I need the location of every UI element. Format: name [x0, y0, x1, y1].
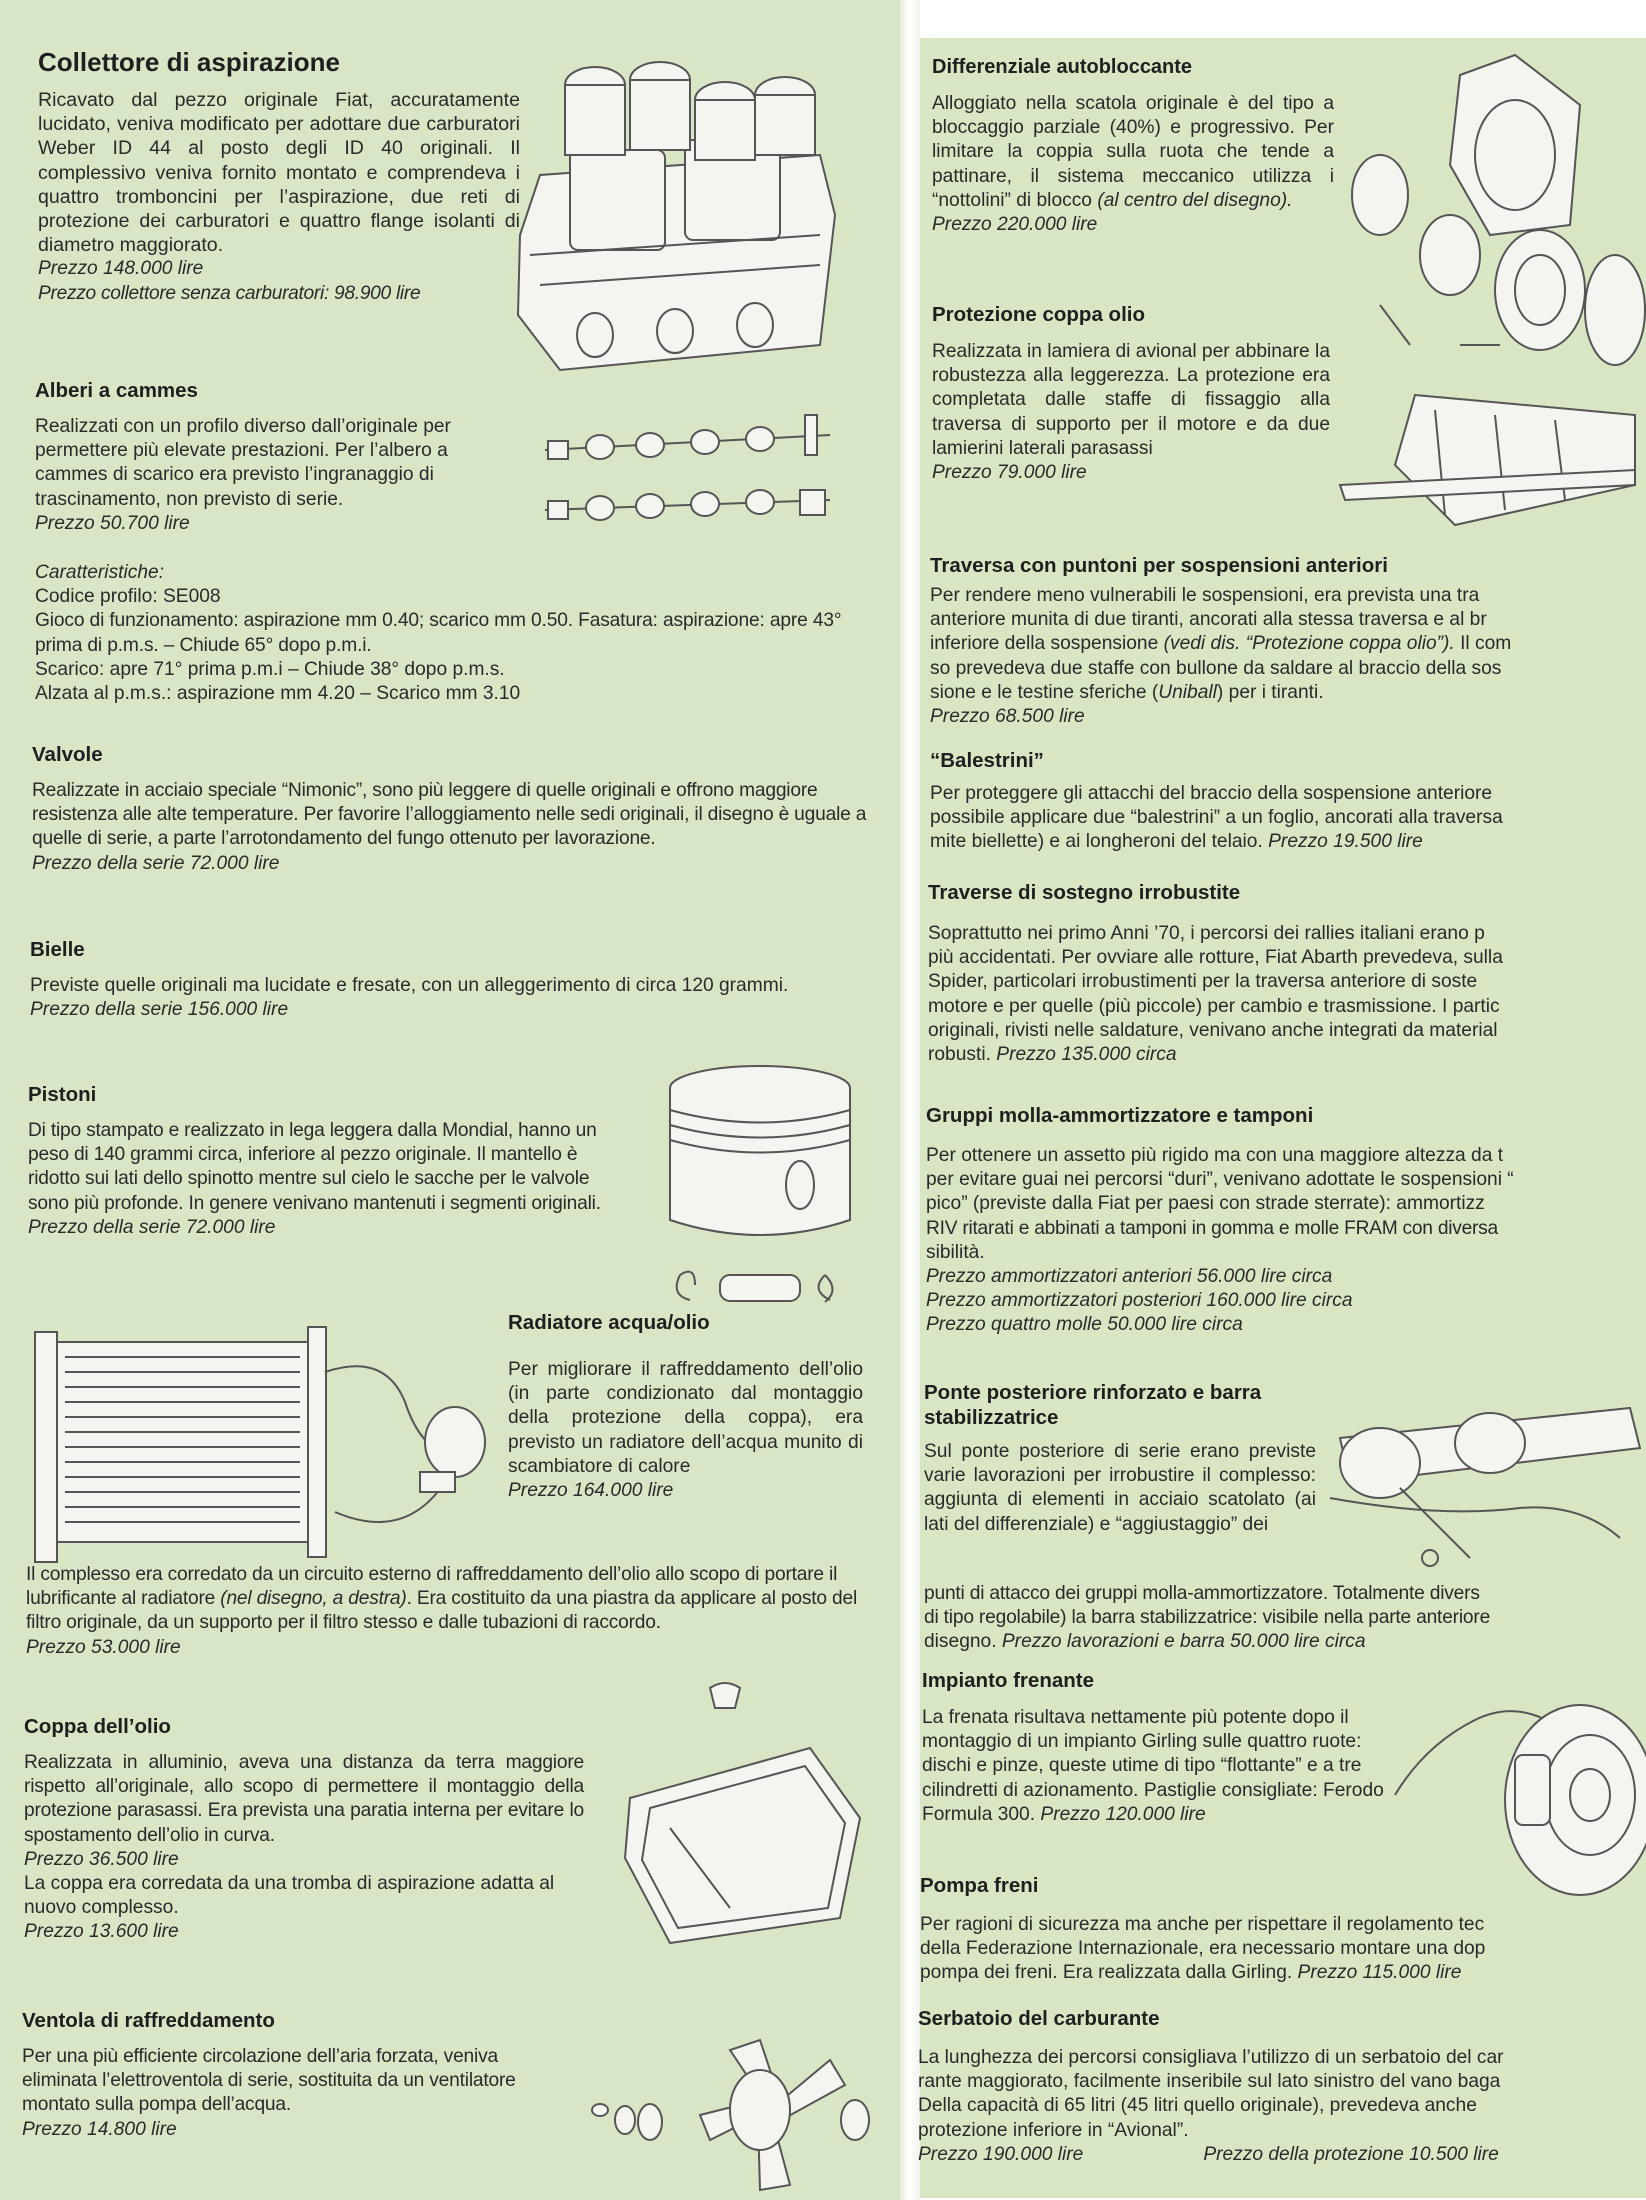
price: Prezzo collettore senza carburatori: 98.900 lire	[38, 282, 421, 304]
section-serbatoio	[918, 2006, 1646, 2167]
section-text: Alloggiato nella scatola originale è del tipo a bloccaggio parziale (40%) e progressivo. Per limitare la coppia sulla ruota che tende a pattinare, il sistema meccanico utilizza i “nottolini” di blocco	[932, 93, 1334, 211]
spec-line: Gioco di funzionamento: aspirazione mm 0.40; scarico mm 0.50. Fasatura: aspirazione: apre 43° prima di p.m.s. – Chiude 65° dopo p.m.i.	[35, 610, 842, 656]
intake-manifold-illustration	[500, 55, 850, 380]
price: Prezzo quattro molle 50.000 lire circa	[926, 1314, 1243, 1336]
section-text: robusti.	[928, 1044, 997, 1066]
section-text: Previste quelle originali ma lucidate e fresate, con un alleggerimento di circa 120 grammi.	[30, 975, 789, 996]
section-title: Bielle	[30, 938, 85, 961]
section-text: La lunghezza dei percorsi consigliava l’utilizzo di un serbatoio del car	[918, 2047, 1504, 2068]
section-title: Pistoni	[28, 1083, 97, 1106]
section-text: pompa dei freni. Era realizzata dalla Girling.	[920, 1962, 1298, 1984]
section-text: per evitare guai nei percorsi “duri”, venivano adottate le sospensioni “	[926, 1169, 1514, 1191]
section-text: mite biellette) e ai longheroni del telaio.	[930, 831, 1269, 853]
section-text: . Era costituito da una piastra da applicare al posto del filtro originale, da un supporto per il filtro stesso e dalle tubazioni di raccordo.	[26, 1588, 858, 1634]
section-text: Per rendere meno vulnerabili le sospensioni, era prevista una tra	[930, 585, 1480, 606]
rear-axle-illustration	[1320, 1388, 1646, 1588]
price: Prezzo 190.000 lire	[918, 2143, 1084, 2165]
section-text: Realizzata in lamiera di avional per abbinare la robustezza alla leggerezza. La protezione era completata dalle staffe di fissaggio alla traversa di supporto per il motore e da due lamierini laterali parasassi	[932, 341, 1330, 459]
price: Prezzo della protezione 10.500 lire	[1203, 2143, 1499, 2165]
cooling-fan-illustration	[580, 2010, 880, 2195]
section-text-italic: Uniball	[1158, 681, 1217, 703]
section-text: rante maggiorato, facilmente inseribile sul lato sinistro del vano baga	[918, 2071, 1501, 2093]
section-valvole	[32, 742, 872, 876]
section-alberi-specs	[35, 561, 885, 706]
price: Prezzo 50.700 lire	[35, 512, 190, 534]
section-ponte-continua	[924, 1582, 1646, 1655]
section-text: più accidentati. Per ovviare alle rotture, Fiat Abarth prevedeva, sulla	[928, 947, 1503, 969]
section-text: motore e per quelle (più piccole) per cambio e trasmissione. I partic	[928, 995, 1500, 1017]
section-text: Il com	[1454, 633, 1512, 655]
section-text: sione e le testine sferiche (	[930, 681, 1159, 703]
section-title: “Balestrini”	[930, 749, 1044, 772]
price: Prezzo ammortizzatori anteriori 56.000 lire circa	[926, 1266, 1333, 1288]
section-title: Collettore di aspirazione	[38, 47, 340, 77]
section-text: Ricavato dal pezzo originale Fiat, accuratamente lucidato, veniva modificato per adottare due carburatori Weber ID 44 al posto degli ID 40 originali. Il complessivo veniva fornito montato e comprendeva i quattro tromboncini per l’aspirazione, due reti di protezione dei carburatori e quattro flange isolanti di diametro maggiorato.	[38, 89, 520, 257]
section-text: Realizzati con un profilo diverso dall’originale per permettere più elevate prestazioni. Per l’albero a cammes di scarico era previsto l’ingranaggio di trascinamento, non previsto di serie.	[35, 416, 451, 510]
section-bielle	[30, 937, 875, 1022]
price: Prezzo 135.000 circa	[996, 1044, 1177, 1066]
section-text: disegno.	[924, 1631, 1002, 1653]
price: Prezzo della serie 72.000 lire	[28, 1216, 276, 1238]
price: Prezzo 68.500 lire	[930, 706, 1085, 728]
section-gruppi	[926, 1103, 1646, 1338]
page-spine	[900, 0, 920, 2200]
spec-line: Alzata al p.m.s.: aspirazione mm 4.20 – Scarico mm 3.10	[35, 683, 521, 705]
price: Prezzo 164.000 lire	[508, 1480, 674, 1502]
section-impianto	[922, 1668, 1392, 1827]
section-text-italic: (nel disegno, a destra)	[220, 1588, 407, 1610]
section-text: originali, rivisti nelle saldature, venivano anche integrati da material	[928, 1019, 1498, 1041]
section-text: punti di attacco dei gruppi molla-ammortizzatore. Totalmente divers	[924, 1583, 1480, 1604]
section-text: so prevedeva due staffe con bullone da saldare al braccio della sos	[930, 657, 1502, 679]
differential-illustration	[1340, 45, 1646, 375]
section-alberi	[35, 378, 520, 536]
section-text: possibile applicare due “balestrini” a un foglio, ancorati alla traversa	[930, 807, 1503, 829]
section-coppa	[24, 1714, 584, 1945]
price: Prezzo lavorazioni e barra 50.000 lire circa	[1001, 1631, 1366, 1653]
radiator-illustration	[25, 1312, 515, 1574]
section-title: Pompa freni	[920, 1874, 1039, 1897]
price: Prezzo 115.000 lire	[1297, 1962, 1462, 1984]
section-title: Impianto frenante	[922, 1669, 1094, 1692]
spec-line: Scarico: apre 71° prima p.m.i – Chiude 38° dopo p.m.s.	[35, 658, 505, 680]
section-title: Coppa dell’olio	[24, 1715, 171, 1738]
section-text: di tipo regolabile) la barra stabilizzatrice: visibile nella parte anteriore	[924, 1607, 1491, 1629]
section-text: La frenata risultava nettamente più potente dopo il montaggio di un impianto Girling sulle quattro ruote: dischi e pinze, queste utime di tipo “flottante” e a tre cilindretti di azionamento. Pastiglie consigliate: Ferodo Formula 300.	[922, 1707, 1384, 1825]
brake-system-illustration	[1385, 1685, 1646, 1900]
piston-illustration	[650, 1050, 880, 1310]
price: Prezzo ammortizzatori posteriori 160.000 lire circa	[926, 1290, 1353, 1312]
section-title: Traversa con puntoni per sospensioni anteriori	[930, 554, 1388, 577]
section-text: anteriore munita di due tiranti, ancorati alla stessa traversa e al br	[930, 609, 1487, 631]
section-traverse	[928, 880, 1646, 1067]
section-text: Sul ponte posteriore di serie erano previste varie lavorazioni per irrobustire il complesso: aggiunta di elementi in acciaio scatolato (ai lati del differenziale) e “aggiustaggio” dei	[924, 1441, 1316, 1535]
section-text: Il complesso era corredato da un circuito esterno di raffreddamento dell’olio allo scopo di portare il lubrificante al radiatore	[26, 1564, 838, 1610]
section-title: Protezione coppa olio	[932, 303, 1145, 326]
section-text: Per migliorare il raffreddamento dell’olio (in parte condizionato dal montaggio della protezione della coppa), era previsto un radiatore dell’acqua munito di scambiatore di calore	[508, 1359, 863, 1477]
section-text: inferiore della sospensione	[930, 633, 1164, 655]
section-title: Traverse di sostegno irrobustite	[928, 881, 1241, 904]
price: Prezzo 220.000 lire	[932, 214, 1098, 236]
section-text: Per ragioni di sicurezza ma anche per rispettare il regolamento tec	[920, 1914, 1485, 1935]
section-title: Radiatore acqua/olio	[508, 1311, 710, 1334]
section-radiatore-circuito	[26, 1563, 874, 1660]
section-title: Alberi a cammes	[35, 379, 198, 402]
spec-heading: Caratteristiche:	[35, 562, 165, 583]
oil-pan-guard-illustration	[1335, 375, 1646, 540]
section-text: Per proteggere gli attacchi del braccio della sospensione anteriore	[930, 783, 1493, 804]
price: Prezzo della serie 156.000 lire	[30, 999, 289, 1021]
section-collettore	[38, 46, 520, 306]
section-text: pico” (previste dalla Fiat per paesi con strade sterrate): ammortizz	[926, 1193, 1485, 1215]
section-ponte	[924, 1380, 1316, 1537]
section-text: Di tipo stampato e realizzato in lega leggera dalla Mondial, hanno un peso di 140 grammi circa, inferiore al pezzo originale. Il mantello è ridotto sui lati dello spinotto mentre sul cielo le sacche per le valvole sono più profonde. In genere venivano mantenuti i segmenti originali.	[28, 1120, 601, 1214]
section-text: Per ottenere un assetto più rigido ma con una maggiore altezza da t	[926, 1145, 1504, 1166]
section-text: RIV ritarati e abbinati a tamponi in gomma e molle FRAM con diversa	[926, 1217, 1498, 1239]
section-title: Serbatoio del carburante	[918, 2007, 1160, 2030]
section-title: Differenziale autobloccante	[932, 56, 1193, 78]
section-text: Della capacità di 65 litri (45 litri quello originale), prevedeva anche	[918, 2095, 1477, 2117]
section-title: Valvole	[32, 743, 103, 766]
section-text: della Federazione Internazionale, era necessario montare una dop	[920, 1938, 1486, 1960]
section-text: Spider, particolari irrobustimenti per la traversa anteriore di soste	[928, 971, 1478, 993]
section-differenziale	[932, 54, 1334, 237]
section-text: sibilità.	[926, 1241, 985, 1263]
section-ventola	[22, 2008, 562, 2142]
section-text: Soprattutto nei primo Anni ’70, i percorsi dei rallies italiani erano p	[928, 923, 1485, 944]
section-text: Realizzate in acciaio speciale “Nimonic”, sono più leggere di quelle originali e offrono maggiore resistenza alle alte temperature. Per favorire l’alloggiamento nelle sedi originali, il disegno è uguale a quelle di serie, a parte l’arrotondamento del fungo ottenuto per lavorazione.	[32, 780, 867, 850]
price: Prezzo 53.000 lire	[26, 1636, 181, 1658]
price: Prezzo della serie 72.000 lire	[32, 852, 280, 874]
section-protezione	[932, 302, 1330, 485]
price: Prezzo 36.500 lire	[24, 1848, 179, 1870]
section-title: Ventola di raffreddamento	[22, 2009, 275, 2032]
price: Prezzo 120.000 lire	[1040, 1803, 1206, 1825]
spec-line: Codice profilo: SE008	[35, 586, 221, 608]
price: Prezzo 79.000 lire	[932, 462, 1087, 484]
camshaft-illustration	[540, 405, 840, 540]
section-text: protezione inferiore in “Avional”.	[918, 2119, 1189, 2141]
price: Prezzo 14.800 lire	[22, 2118, 177, 2140]
price: Prezzo 19.500 lire	[1268, 831, 1423, 853]
section-pompa	[920, 1873, 1646, 1986]
section-text: ) per i tiranti.	[1216, 681, 1324, 703]
section-text: Realizzata in alluminio, aveva una distanza da terra maggiore rispetto all’originale, allo scopo di permettere il montaggio della protezione parasassi. Era prevista una paratia interna per evitare lo spostamento dell’olio in curva.	[24, 1752, 584, 1846]
oil-sump-illustration	[610, 1678, 880, 1948]
section-title: Ponte posteriore rinforzato e barra stabilizzatrice	[924, 1381, 1262, 1429]
section-text: La coppa era corredata da una tromba di aspirazione adatta al nuovo complesso.	[24, 1873, 555, 1919]
section-traversa	[930, 553, 1646, 729]
section-text: Per una più efficiente circolazione dell’aria forzata, veniva eliminata l’elettroventola di serie, sostituita da un ventilatore montato sulla pompa dell’acqua.	[22, 2046, 516, 2116]
section-title: Gruppi molla-ammortizzatore e tamponi	[926, 1104, 1314, 1127]
section-pistoni	[28, 1082, 633, 1240]
section-text-italic: (al centro del disegno).	[1097, 189, 1293, 211]
section-balestrini	[930, 748, 1646, 855]
section-text-italic: (vedi dis. “Protezione coppa olio”).	[1163, 633, 1455, 655]
price: Prezzo 13.600 lire	[24, 1921, 179, 1943]
section-radiatore	[508, 1310, 863, 1503]
price: Prezzo 148.000 lire	[38, 258, 204, 280]
